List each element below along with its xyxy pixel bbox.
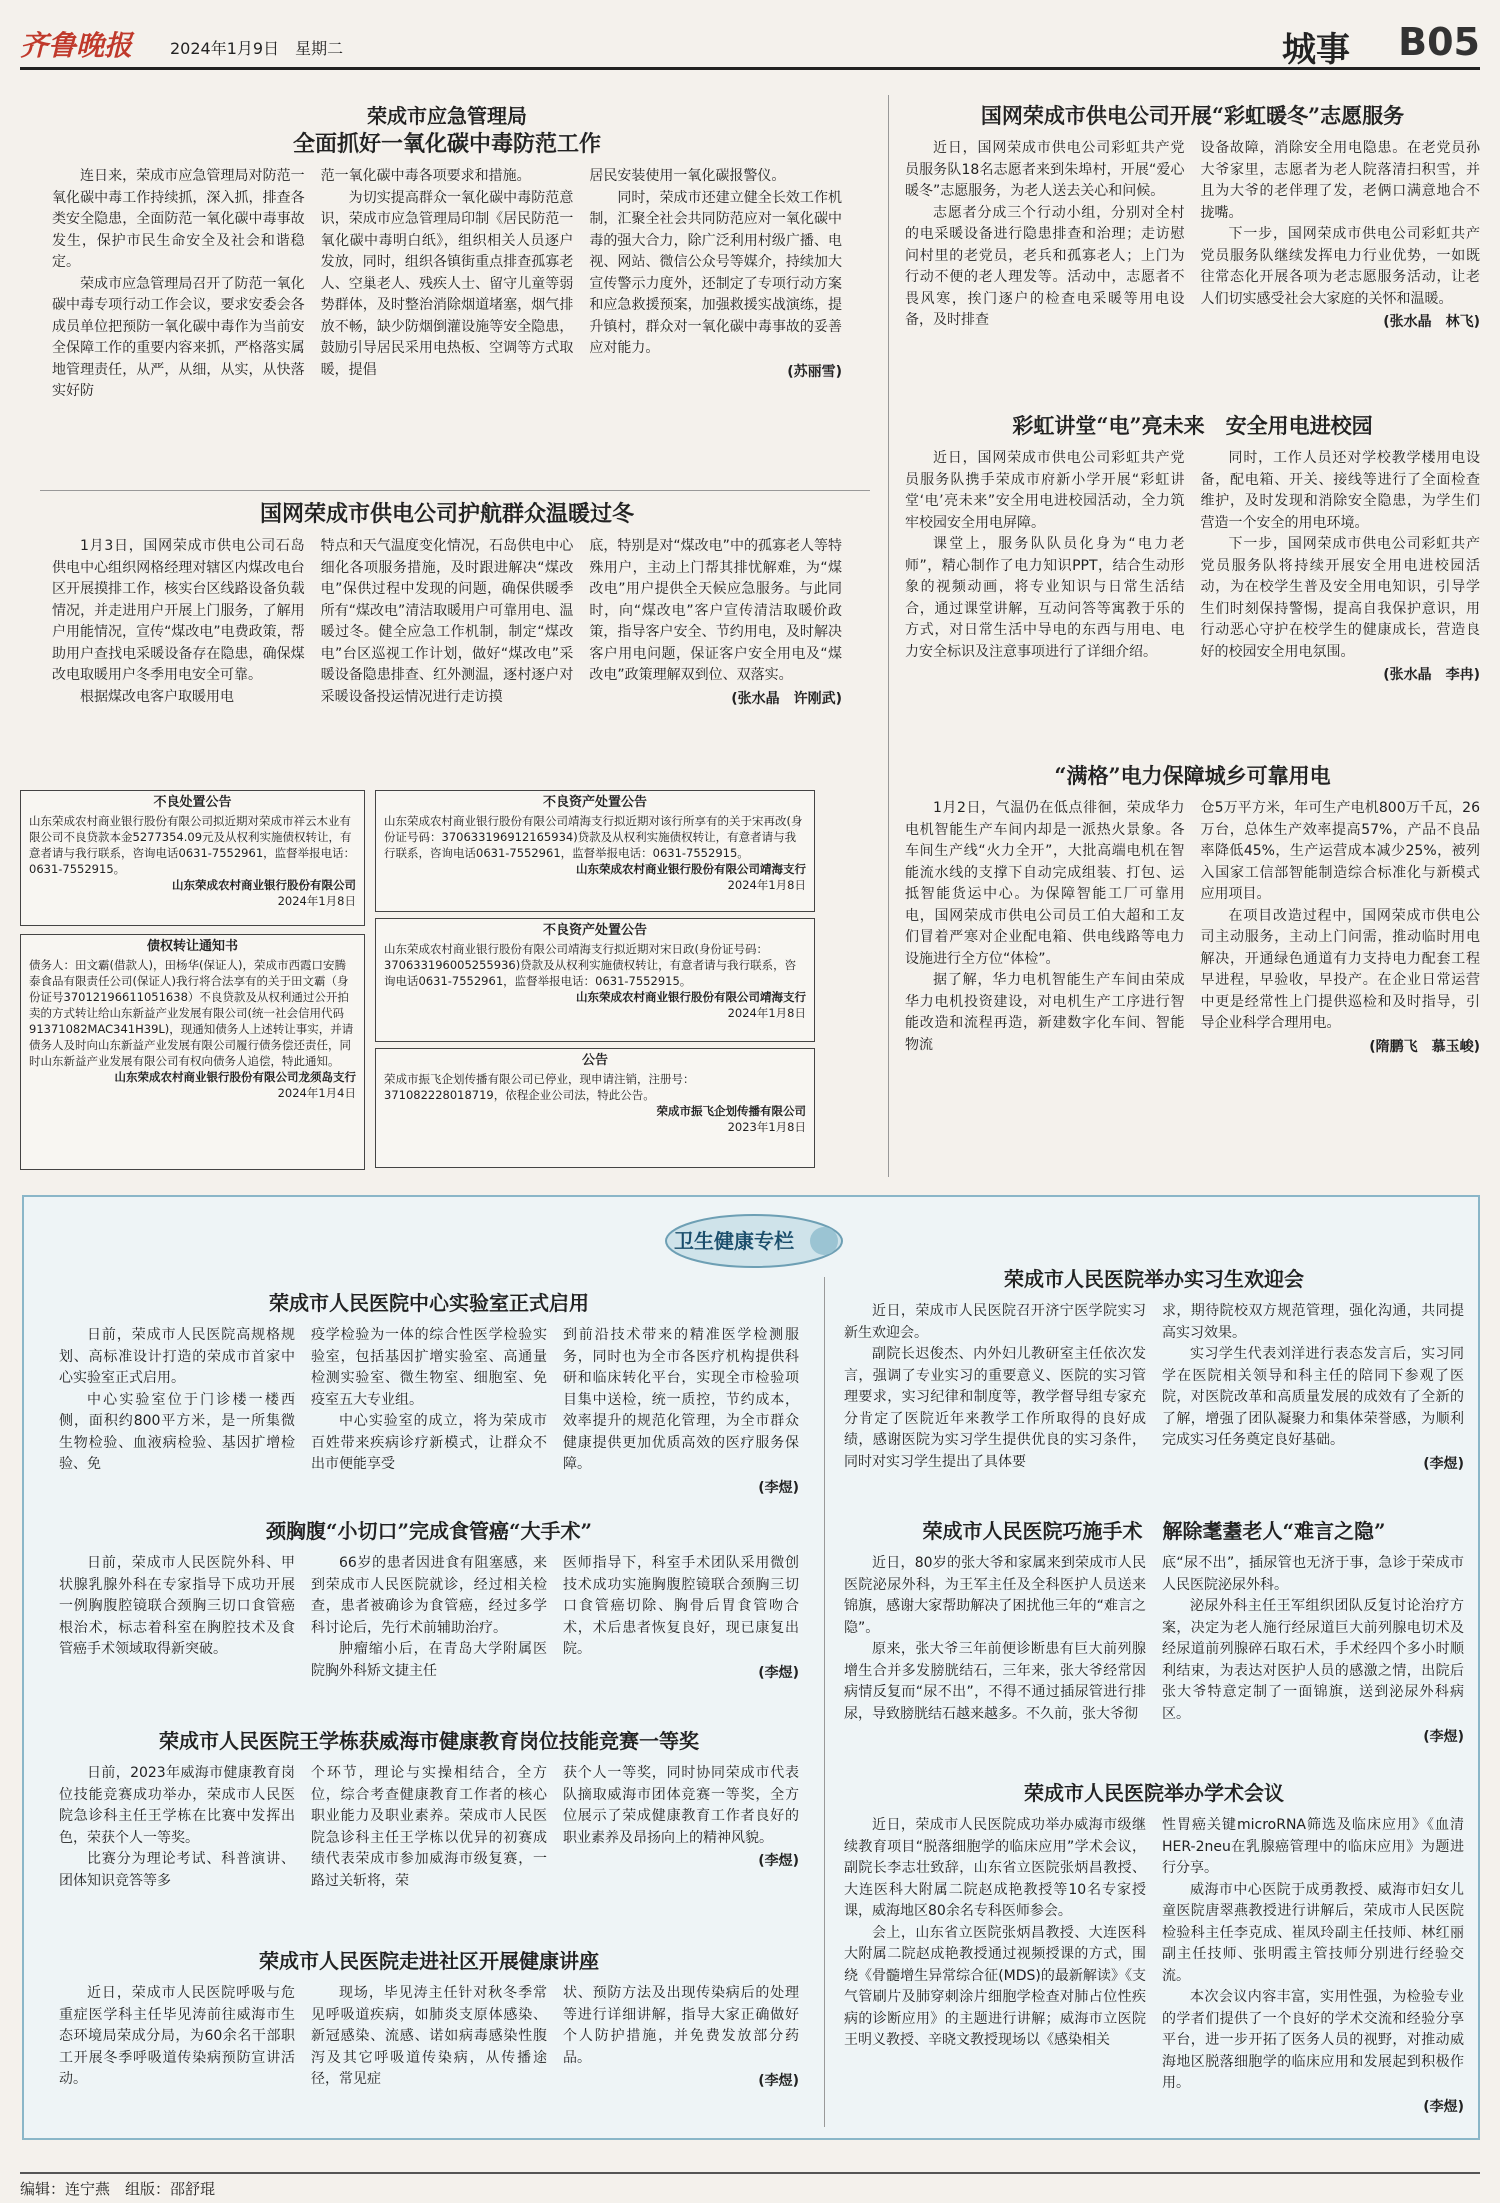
byline: (李煜) xyxy=(758,1853,799,1869)
notice-body: 荣成市振飞企划传播有限公司已停业，现申请注销，注册号：371082228018719，依程企业公司法，特此公告。 xyxy=(384,1072,695,1102)
paragraph: 实习学生代表刘洋进行表态发言后，实习同学在医院相关领导和科主任的陪同下参观了医院，对医院改革和高质量发展的成效有了全新的了解，增强了团队凝聚力和集体荣誉感，为顺利完成实习任务奠定良好基础。 xyxy=(1162,1346,1464,1448)
health-column-section xyxy=(22,1195,1480,2140)
page-footer xyxy=(20,2172,1480,2199)
text-column xyxy=(1201,138,1481,334)
notice-body: 山东荣成农村商业银行股份有限公司拟近期对荣成市祥云木业有限公司不良贷款本金5277354.09元及从权利实施债权转让，有意者请与我行联系，咨询电话0631-7552961，监督举报电话：0631-7552915。 xyxy=(29,814,356,876)
paragraph: 1月3日，国网荣成市供电公司石岛供电中心组织网格经理对辖区内煤改电台区开展摸排工作，核实台区线路设备负载情况，并走进用户开展上门服务，了解用户用能情况，宣传“煤改电”电费政策，帮助用户查找电采暖设备存在隐患，确保煤改电取暖用户冬季用电安全可靠。 xyxy=(52,538,305,683)
text-column xyxy=(844,1301,1146,1475)
text-column xyxy=(52,166,305,403)
notice-title: 不良资产处置公告 xyxy=(542,795,647,810)
notice-date: 2024年1月8日 xyxy=(277,894,356,908)
article-body xyxy=(844,1301,1464,1475)
article-intern xyxy=(844,1265,1464,1475)
paragraph: 比赛分为理论考试、科普演讲、团体知识竞答等多 xyxy=(59,1851,295,1889)
article-body xyxy=(52,536,842,710)
paragraph: 居民安装使用一氧化碳报警仪。 xyxy=(589,168,786,184)
paragraph: 底“尿不出”，插尿管也无济于事，急诊于荣成市人民医院泌尿外科。 xyxy=(1162,1555,1464,1593)
paragraph: 泌尿外科主任王军组织团队反复讨论治疗方案，决定为老人施行经尿道巨大前列腺电切术及经尿道前列腺碎石取石术，手术经四个多小时顺利结束，为表达对医护人员的感激之情，出院后张大爷特意定制了一面锦旗，送到泌尿外科病区。 xyxy=(1162,1598,1464,1722)
paragraph: 为切实提高群众一氧化碳中毒防范意识，荣成市应急管理局印制《居民防范一氧化碳中毒明白纸》，组织相关人员逐户发放，同时，组织各镇街重点排查孤寡老人、空巢老人、残疾人士、留守儿童等弱势群体，及时整治消除烟道堵塞，烟气排放不畅，缺少防烟倒灌设施等安全隐患，鼓励引导居民采用电热板、空调等方式取暖，提倡 xyxy=(320,189,574,378)
notice-body: 债务人：田文霸(借款人)，田杨华(保证人)，荣成市西霞口安腾泰食品有限责任公司(保证人)我行将合法享有的关于田文霸（身份证号37012196611051638）不良贷款及从权利通过公开拍卖的方式转让给山东新益产业发展有限公司(统一社会信用代码91371082MAC341H39L)，现通知债务人上述转让事实，并请债务人及时向山东新益产业发展有限公司履行债务偿还责任，同时山东新益产业发展有限公司有权向债务人追偿，特此通知。 xyxy=(29,958,354,1068)
article-conference xyxy=(844,1779,1464,2118)
notice-date: 2024年1月8日 xyxy=(727,878,806,892)
notice-date: 2024年1月4日 xyxy=(277,1086,356,1100)
text-column xyxy=(1201,448,1481,687)
text-column xyxy=(59,1763,295,1892)
banner-title: 卫生健康专栏 xyxy=(674,1229,794,1253)
paragraph: 设备故障，消除安全用电隐患。在老党员孙大爷家里，志愿者为老人院落清扫积雪，并且为大爷的老伴理了发，老俩口满意地合不拢嘴。 xyxy=(1200,140,1480,221)
article-title: 颈胸腹“小切口”完成食管癌“大手术” xyxy=(265,1519,592,1543)
paragraph: 同时，荣成市还建立健全长效工作机制，汇聚全社会共同防范应对一氧化碳中毒的强大合力，除广泛利用村级广播、电视、网站、微信公众号等媒介，持续加大宣传警示力度外，还制定了专项行动方案和应急救援预案，加强救援实战演练，提升镇村，群众对一氧化碳中毒事故的妥善应对能力。 xyxy=(589,189,843,356)
article-body xyxy=(59,1553,799,1684)
byline: (苏丽雪) xyxy=(787,363,843,380)
text-column xyxy=(905,798,1185,1058)
byline: (张水晶 李冉) xyxy=(1383,667,1480,683)
notice-ad xyxy=(375,1048,815,1168)
byline: (张水晶 许刚武) xyxy=(731,690,843,707)
notice-signature: 山东荣成农村商业银行股份有限公司靖海支行 xyxy=(576,862,806,876)
page-number: B05 xyxy=(1398,20,1480,64)
notice-title: 公告 xyxy=(581,1053,608,1068)
byline: (张水晶 林飞) xyxy=(1383,314,1480,330)
text-column xyxy=(1162,1301,1464,1475)
paragraph: 副院长迟俊杰、内外妇儿教研室主任依次发言，强调了专业实习的重要意义、医院的实习管理要求，实习纪律和制度等，教学督导组专家充分肯定了医院近年来教学工作所取得的良好成绩，感谢医院为实习学生提供优良的实习条件，同时对实习学生提出了具体要 xyxy=(844,1346,1146,1470)
text-column xyxy=(844,1815,1146,2118)
byline: (隋鹏飞 慕玉峻) xyxy=(1369,1038,1480,1055)
paragraph: 现场，毕见涛主任针对秋冬季常见呼吸道疾病，如肺炎支原体感染、新冠感染、流感、诺如病毒感染性腹泻及其它呼吸道传染病，从传播途径，常见症 xyxy=(311,1985,547,2087)
text-column xyxy=(321,536,574,710)
article-title: 全面抓好一氧化碳中毒防范工作 xyxy=(292,131,601,157)
section-divider xyxy=(40,490,870,491)
article-title: 荣成市人民医院王学栋获威海市健康教育岗位技能竞赛一等奖 xyxy=(159,1729,699,1753)
text-column xyxy=(311,1763,547,1892)
paragraph: 66岁的患者因进食有阻塞感，来到荣成市人民医院就诊，经过相关检查，患者被确诊为食管癌，经过多学科讨论后，先行术前辅助治疗。 xyxy=(311,1555,547,1636)
article-title: 荣成市人民医院举办学术会议 xyxy=(1024,1781,1284,1805)
notice-body: 山东荣成农村商业银行股份有限公司靖海支行拟近期对宋日政(身份证号码：370633196005255936)贷款及从权利实施债权转让，有意者请与我行联系，咨询电话0631-7552961，监督举报电话：0631-7552915。 xyxy=(384,942,797,988)
article-title: 彩虹讲堂“电”亮未来 安全用电进校园 xyxy=(1012,413,1373,438)
paragraph: 连日来，荣成市应急管理局对防范一氧化碳中毒工作持续抓，深入抓，排查各类安全隐患，全面防范一氧化碳中毒事故发生，保护市民生命安全及社会和谐稳定。 xyxy=(52,168,305,270)
notice-ad xyxy=(20,934,365,1170)
article-title: 荣成市人民医院走进社区开展健康讲座 xyxy=(259,1949,599,1973)
text-column xyxy=(59,1983,295,2093)
text-column xyxy=(1162,1815,1464,2118)
paragraph: 医师指导下，科室手术团队采用微创技术成功实施胸腹腔镜联合颈胸三切口食管癌切除、胸骨后胃食管吻合术，术后患者恢复良好，现已康复出院。 xyxy=(563,1555,799,1657)
paragraph: 下一步，国网荣成市供电公司彩虹共产党员服务队继续发挥电力行业优势，一如既往常态化开展各项为老志愿服务活动，让老人们切实感受社会大家庭的关怀和温暖。 xyxy=(1200,226,1480,307)
text-column xyxy=(563,1325,799,1499)
article-title: 荣成市人民医院中心实验室正式启用 xyxy=(269,1291,589,1315)
paragraph: 范一氧化碳中毒各项要求和措施。 xyxy=(320,168,531,184)
paragraph: 个环节，理论与实操相结合，全方位，综合考查健康教育工作者的核心职业能力及职业素养。荣成市人民医院急诊科主任王学栋以优异的初赛成绩代表荣成市参加威海市级复赛，一路过关斩将，荣 xyxy=(311,1765,547,1889)
paragraph: 1月2日，气温仍在低点徘徊，荣成华力电机智能生产车间内却是一派热火景象。各车间生产线“火力全开”，大批高端电机在智能流水线的支撑下自动完成组装、打包、运抵智能货运中心。为保障智能工厂可靠用电，国网荣成市供电公司员工伯大超和工友们冒着严寒对企业配电箱、供电线路等电力设施进行全方位“体检”。 xyxy=(905,800,1185,967)
column-divider xyxy=(824,1277,825,2127)
byline: (李煜) xyxy=(758,2073,799,2089)
notice-body: 山东荣成农村商业银行股份有限公司靖海支行拟近期对该行所享有的关于宋再改(身份证号码：370633196912165934)贷款及从权利实施债权转让，有意者请与我行联系，咨询电话0631-7552961，监督举报电话：0631-7552915。 xyxy=(384,814,803,860)
paragraph: 近日，80岁的张大爷和家属来到荣成市人民医院泌尿外科，为王军主任及全科医护人员送来锦旗，感谢大家帮助解决了困扰他三年的“难言之隐”。 xyxy=(844,1555,1146,1636)
text-column xyxy=(905,138,1185,334)
notice-date: 2024年1月8日 xyxy=(727,1006,806,1020)
paragraph: 志愿者分成三个行动小组，分别对全村的电采暖设备进行隐患排查和治理；走访慰问村里的老党员，老兵和孤寡老人；上门为行动不便的老人理发等。活动中，志愿者不畏风寒，挨门逐户的检查电采暖等用电设备，及时排查 xyxy=(905,204,1185,328)
paragraph: 到前沿技术带来的精准医学检测服务，同时也为全市各医疗机构提供科研和临床转化平台，实现全市检验项目集中送检，统一质控，节约成本，效率提升的规范化管理，为全市群众健康提供更加优质高效的医疗服务保障。 xyxy=(563,1327,799,1472)
article-urology xyxy=(844,1517,1464,1749)
article-title: 荣成市人民医院巧施手术 解除耄耋老人“难言之隐” xyxy=(922,1519,1386,1543)
article-body xyxy=(844,1553,1464,1749)
byline: (李煜) xyxy=(758,1664,799,1681)
notice-date: 2023年1月8日 xyxy=(727,1120,806,1134)
text-column xyxy=(589,536,842,710)
section-name: 城事 xyxy=(1282,30,1350,70)
article-award xyxy=(59,1727,799,1892)
article-body xyxy=(59,1763,799,1892)
article-power-winter xyxy=(52,500,842,710)
paragraph: 根据煤改电客户取暖用电 xyxy=(80,688,234,705)
text-column xyxy=(905,448,1185,687)
byline: (李煜) xyxy=(1423,1455,1464,1472)
text-column xyxy=(1162,1553,1464,1749)
text-column xyxy=(311,1553,547,1684)
paragraph: 下一步，国网荣成市供电公司彩虹共产党员服务队将持续开展安全用电进校园活动，为在校学生普及安全用电知识，引导学生们时刻保持警惕，提高自我保护意识，用行动恶心守护在校学生的健康成长，营造良好的校园安全用电氛围。 xyxy=(1200,536,1480,660)
newspaper-logo: 齐鲁晚报 xyxy=(20,29,133,62)
notice-title: 不良资产处置公告 xyxy=(542,923,647,938)
text-column xyxy=(321,166,574,403)
text-column xyxy=(59,1553,295,1684)
paragraph: 中心实验室的成立，将为荣成市百姓带来疾病诊疗新模式，让群众不出市便能享受 xyxy=(311,1413,547,1472)
text-column xyxy=(589,166,842,403)
article-lab xyxy=(59,1289,799,1499)
paragraph: 近日，荣成市人民医院成功举办威海市级继续教育项目“脱落细胞学的临床应用”学术会议，副院长李志壮致辞，山东省立医院张炳昌教授、大连医科大附属二院赵成艳教授等10名专家授课，威海地区80余名专科医师参会。 xyxy=(844,1817,1146,1919)
paragraph: 获个人一等奖，同时协同荣成市代表队摘取威海市团体竞赛一等奖，全方位展示了荣成健康教育工作者良好的职业素养及昂扬向上的精神风貌。 xyxy=(563,1765,799,1846)
text-column xyxy=(52,536,305,710)
notice-ad xyxy=(375,918,815,1042)
article-title: 国网荣成市供电公司开展“彩虹暖冬”志愿服务 xyxy=(980,103,1405,128)
masthead xyxy=(20,18,1480,70)
article-body xyxy=(844,1815,1464,2118)
notice-signature: 荣成市振飞企划传播有限公司 xyxy=(656,1104,806,1118)
health-banner xyxy=(664,1207,844,1271)
issue-date: 2024年1月9日 星期二 xyxy=(170,39,344,58)
byline: (李煜) xyxy=(758,1479,799,1496)
text-column xyxy=(563,1763,799,1892)
paragraph: 日前，荣成市人民医院高规格规划、高标准设计打造的荣成市首家中心实验室正式启用。 xyxy=(59,1327,295,1386)
paragraph: 近日，荣成市人民医院召开济宁医学院实习新生欢迎会。 xyxy=(844,1303,1146,1341)
paragraph: 会上，山东省立医院张炳昌教授、大连医科大附属二院赵成艳教授通过视频授课的方式，围绕《骨髓增生异常综合征(MDS)的最新解读》《支气管刷片及肺穿刺涂片细胞学检查对肺占位性疾病的诊断应用》的主题进行讲解；威海市立医院王明义教授、辛晓文教授现场以《感染相关 xyxy=(844,1924,1146,2048)
paragraph: 原来，张大爷三年前便诊断患有巨大前列腺增生合并多发膀胱结石，三年来，张大爷经常因病情反复而“尿不出”，不得不通过插尿管进行排尿，导致膀胱结石越来越多。不久前，张大爷彻 xyxy=(844,1641,1146,1722)
article-title: “满格”电力保障城乡可靠用电 xyxy=(1054,763,1331,788)
article-rainbow-winter xyxy=(905,102,1480,334)
paragraph: 课堂上，服务队队员化身为“电力老师”，精心制作了电力知识PPT，结合生动形象的视频动画，将专业知识与日常生活结合，通过课堂讲解，互动问答等寓教于乐的方式，对日常生活中导电的东西与用电、电力安全标识及注意事项进行了详细介绍。 xyxy=(905,536,1185,660)
notice-ad xyxy=(375,790,815,912)
text-column xyxy=(1201,798,1481,1058)
text-column xyxy=(311,1983,547,2093)
article-full-power xyxy=(905,762,1480,1058)
paragraph: 威海市中心医院于成勇教授、威海市妇女儿童医院唐翠燕教授进行讲解后，荣成市人民医院检验科主任李克成、崔凤玲副主任技师、林红丽副主任技师、张明霞主管技师分别进行经验交流。 xyxy=(1162,1881,1464,1984)
article-body xyxy=(905,798,1480,1058)
paragraph: 在项目改造过程中，国网荣成市供电公司主动服务，主动上门问需，推动临时用电解决，开通绿色通道有力支持电力配套工程早进程，早验收，早投产。在企业日常运营中更是经常性上门提供巡检和及时指导，引导企业科学合理用电。 xyxy=(1200,907,1480,1031)
article-body xyxy=(59,1325,799,1499)
editor-credit: 编辑：连宁燕 组版：邵舒琨 xyxy=(20,2180,216,2198)
paragraph: 近日，荣成市人民医院呼吸与危重症医学科主任毕见涛前往威海市生态环境局荣成分局，为60余名干部职工开展冬季呼吸道传染病预防宣讲活动。 xyxy=(59,1985,295,2087)
paragraph: 同时，工作人员还对学校教学楼用电设备，配电箱、开关、接线等进行了全面检查维护，及时发现和消除安全隐患，为学生们营造一个安全的用电环境。 xyxy=(1200,450,1480,531)
paragraph: 近日，国网荣成市供电公司彩虹共产党员服务队携手荣成市府新小学开展“彩虹讲堂‘电’亮未来”安全用电进校园活动，全力筑牢校园安全用电屏障。 xyxy=(905,450,1185,531)
paragraph: 特点和天气温度变化情况，石岛供电中心细化各项服务措施，及时跟进解决“煤改电”保供过程中发现的问题，确保供暖季所有“煤改电”清洁取暖用户可靠用电、温暖过冬。健全应急工作机制，制定“煤改电”台区巡视工作计划，做好“煤改电”采暖设备隐患排查、红外测温，逐村逐户对采暖设备投运情况进行走访摸 xyxy=(320,538,574,705)
paragraph: 肿瘤缩小后，在青岛大学附属医院胸外科矫文捷主任 xyxy=(311,1641,547,1679)
text-column xyxy=(844,1553,1146,1749)
article-title: 荣成市应急管理局 xyxy=(367,104,527,128)
article-title: 荣成市人民医院举办实习生欢迎会 xyxy=(1004,1267,1304,1291)
paragraph: 日前，2023年威海市健康教育岗位技能竞赛成功举办，荣成市人民医院急诊科主任王学栋在比赛中发挥出色，荣获个人一等奖。 xyxy=(59,1765,295,1846)
article-body xyxy=(905,448,1480,687)
paragraph: 仓5万平方米，年可生产电机800万千瓦，26万台，总体生产效率提高57%，产品不良品率降低45%，生产运营成本减少25%，被列入国家工信部智能制造综合标准化与新模式应用项目。 xyxy=(1200,800,1480,902)
paragraph: 底，特别是对“煤改电”中的孤寡老人等特殊用户，主动上门帮其排忧解难，为“煤改电”用户提供全天候应急服务。与此同时，向“煤改电”客户宣传清洁取暖价政策，指导客户安全、节约用电，及时解决客户用电问题，保证客户安全用电及“煤改电”政策理解双到位、双落实。 xyxy=(589,538,843,683)
paragraph: 日前，荣成市人民医院外科、甲状腺乳腺外科在专家指导下成功开展一例胸腹腔镜联合颈胸三切口食管癌根治术，标志着科室在胸腔技术及食管癌手术领域取得新突破。 xyxy=(59,1555,295,1657)
text-column xyxy=(311,1325,547,1499)
article-lecture xyxy=(59,1947,799,2093)
article-rainbow-class xyxy=(905,412,1480,687)
notice-ad xyxy=(20,790,365,926)
paragraph: 中心实验室位于门诊楼一楼西侧，面积约800平方米，是一所集微生物检验、血液病检验、基因扩增检验、免 xyxy=(59,1391,295,1472)
paragraph: 据了解，华力电机智能生产车间由荣成华力电机投资建设，对电机生产工序进行智能改造和流程再造，新建数字化车间、智能物流 xyxy=(905,972,1185,1053)
notice-signature: 山东荣成农村商业银行股份有限公司 xyxy=(172,878,356,892)
byline: (李煜) xyxy=(1423,1729,1464,1745)
column-divider xyxy=(888,95,889,1177)
notice-signature: 山东荣成农村商业银行股份有限公司靖海支行 xyxy=(576,990,806,1004)
paragraph: 性胃癌关键microRNA筛选及临床应用》《血清HER-2neu在乳腺癌管理中的临床应用》为题进行分享。 xyxy=(1162,1817,1464,1876)
text-column xyxy=(563,1553,799,1684)
text-column xyxy=(563,1983,799,2093)
notice-signature: 山东荣成农村商业银行股份有限公司龙须岛支行 xyxy=(114,1070,356,1084)
article-body xyxy=(52,166,842,403)
article-title: 国网荣成市供电公司护航群众温暖过冬 xyxy=(259,501,634,527)
article-body xyxy=(59,1983,799,2093)
article-surgery xyxy=(59,1517,799,1684)
paragraph: 求，期待院校双方规范管理，强化沟通，共同提高实习效果。 xyxy=(1162,1303,1464,1341)
byline: (李煜) xyxy=(1423,2098,1464,2115)
paragraph: 荣成市应急管理局召开了防范一氧化碳中毒专项行动工作会议，要求安委会各成员单位把预防一氧化碳中毒作为当前安全保障工作的重要内容来抓，严格落实属地管理责任，从严，从细，从实，从快落实好防 xyxy=(52,275,305,399)
article-emergency-co xyxy=(52,102,842,403)
paragraph: 疫学检验为一体的综合性医学检验实验室，包括基因扩增实验室、高通量检测实验室、微生物室、细胞室、免疫室五大专业组。 xyxy=(311,1327,547,1408)
text-column xyxy=(59,1325,295,1499)
article-body xyxy=(905,138,1480,334)
notice-title: 债权转让通知书 xyxy=(146,939,238,954)
paragraph: 本次会议内容丰富，实用性强，为检验专业的学者们提供了一个良好的学术交流和经验分享平台，进一步开拓了医务人员的视野，对推动威海地区脱落细胞学的临床应用和发展起到积极作用。 xyxy=(1162,1989,1464,2091)
notice-title: 不良处置公告 xyxy=(153,795,232,810)
paragraph: 状、预防方法及出现传染病后的处理等进行详细讲解，指导大家正确做好个人防护措施，并免费发放部分药品。 xyxy=(563,1985,799,2066)
paragraph: 近日，国网荣成市供电公司彩虹共产党员服务队18名志愿者来到朱埠村，开展“爱心暖冬”志愿服务，为老人送去关心和问候。 xyxy=(905,140,1185,199)
